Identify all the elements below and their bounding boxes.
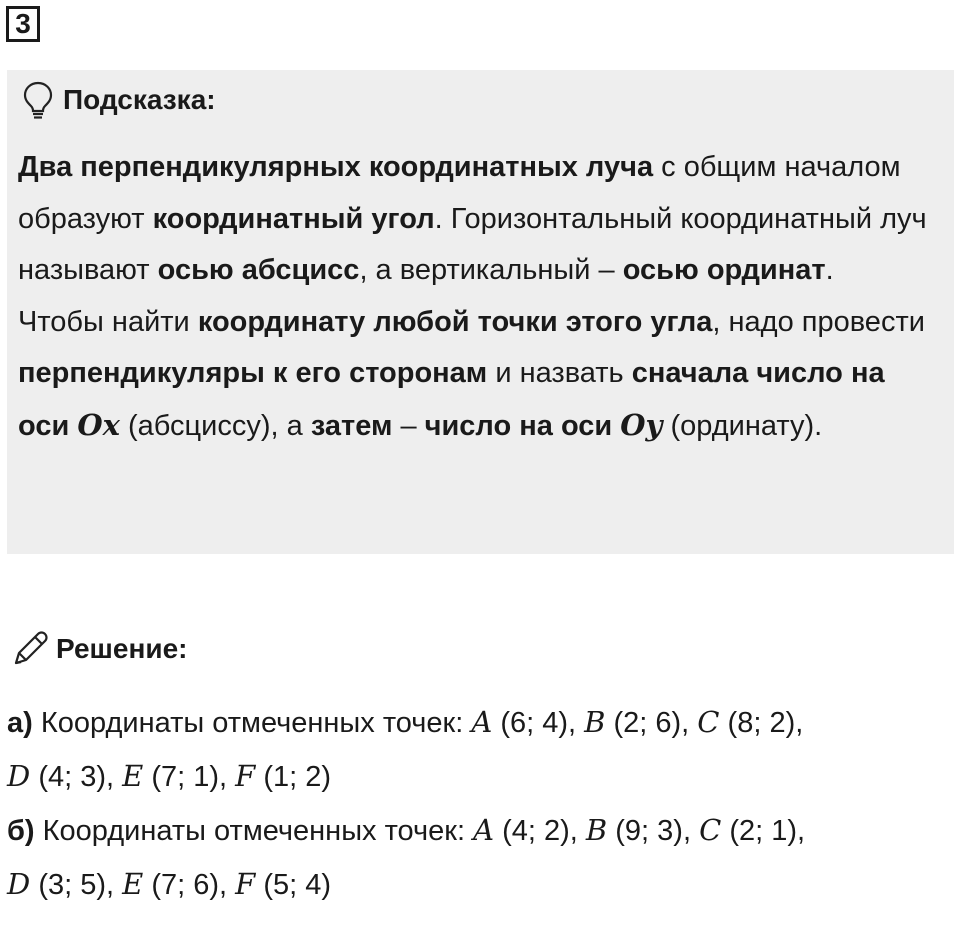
point-name: F [235, 867, 256, 901]
point-coords: (6; 4), [492, 707, 585, 739]
text-span: , надо провести [712, 305, 925, 338]
text-span: и назвать [487, 357, 632, 390]
text-span: – [392, 409, 425, 442]
text-span: Координаты отмеченных точек: [34, 815, 474, 847]
lightbulb-icon [21, 80, 55, 120]
point-name: C [699, 813, 722, 847]
hint-paragraph-2 [18, 297, 943, 453]
text-span: , а вертикальный – [359, 254, 623, 287]
point-name: E [122, 759, 144, 793]
solution-title: Решение: [56, 633, 188, 664]
point-coords: (3; 5), [30, 869, 123, 901]
task-number: 3 [15, 8, 31, 39]
solution-header [10, 626, 187, 672]
point-coords: (7; 6), [143, 869, 236, 901]
text-span: (абсциссу), а [119, 409, 311, 442]
point-name: D [7, 867, 31, 901]
bold-phrase: перпендикуляры к его сторонам [18, 357, 488, 390]
solution-a-line-2 [7, 750, 952, 804]
text-span: с общим началом образуют [18, 151, 901, 235]
point-name: C [697, 705, 720, 739]
hint-title: Подсказка: [63, 84, 216, 115]
text-span: . Горизонтальный координатный луч называют [18, 202, 927, 287]
point-coords: (1; 2) [255, 761, 332, 793]
point-name: B [584, 705, 606, 739]
point-coords: (8; 2), [719, 707, 804, 739]
point-coords: (4; 3), [30, 761, 123, 793]
point-name: F [235, 759, 256, 793]
hint-paragraph-1 [18, 142, 943, 297]
point-name: A [473, 813, 495, 847]
solution-b-line-2 [7, 858, 952, 912]
part-label-a: а) [7, 707, 33, 739]
task-number-box [6, 6, 40, 42]
axis-oy: Oy [620, 407, 663, 442]
point-coords: (4; 2), [494, 815, 586, 847]
point-name: D [7, 759, 31, 793]
point-coords: (7; 1), [143, 761, 236, 793]
text-span: . [825, 254, 834, 287]
hint-text [18, 142, 943, 453]
point-coords: (5; 4) [255, 869, 332, 901]
bold-phrase: координатный угол [152, 202, 435, 235]
bold-phrase: сначала число на оси [18, 357, 885, 442]
bold-phrase: осью абсцисс [157, 254, 360, 287]
solution-text [7, 696, 952, 912]
solution-a-line-1 [7, 696, 952, 750]
text-span: (ординату). [662, 409, 823, 442]
text-span: Чтобы найти [18, 305, 198, 338]
bold-phrase: затем [310, 409, 393, 442]
axis-ox: Ox [77, 407, 120, 442]
point-coords: (2; 1), [721, 815, 806, 847]
text-span: Координаты отмеченных точек: [32, 707, 472, 739]
hint-header [21, 78, 216, 122]
part-label-b: б) [7, 815, 35, 847]
bold-phrase: осью ординат [622, 254, 826, 287]
bold-phrase: координату любой точки этого угла [197, 305, 713, 338]
point-coords: (2; 6), [605, 707, 698, 739]
point-name: E [122, 867, 144, 901]
hint-box [7, 70, 954, 554]
point-name: A [471, 705, 493, 739]
bold-phrase: Два перпендикулярных координатных луча [18, 151, 654, 183]
pencil-icon [10, 629, 50, 669]
point-coords: (9; 3), [607, 815, 700, 847]
bold-phrase: число на оси [424, 409, 621, 442]
solution-b-line-1 [7, 804, 952, 858]
point-name: B [585, 813, 608, 847]
